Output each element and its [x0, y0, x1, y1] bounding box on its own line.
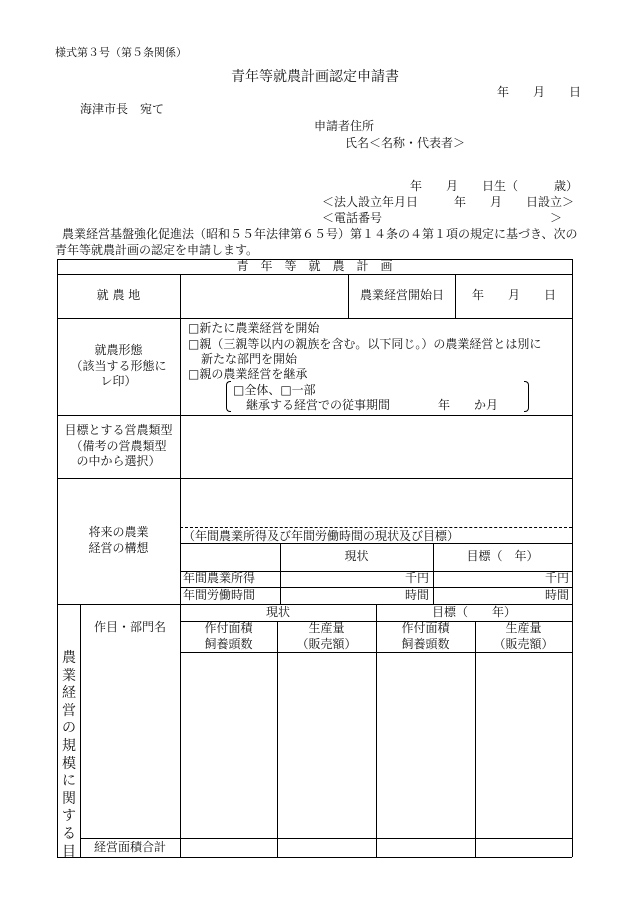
- current-production-label-1: 生産量: [308, 620, 345, 635]
- farming-form-label-cell: [57, 318, 180, 415]
- goal-production-field[interactable]: [476, 653, 572, 838]
- income-goal-header: 目標（ 年）: [466, 549, 539, 564]
- inherit-period: 継承する経営での従事期間 年 か月: [246, 398, 499, 412]
- current-area-field[interactable]: [181, 653, 277, 838]
- income-goal-unit[interactable]: 千円: [544, 571, 569, 586]
- total-area-label: 経営面積合計: [93, 839, 166, 854]
- option-new-start[interactable]: □新たに農業経営を開始: [188, 321, 320, 335]
- bracket-right: [524, 381, 529, 412]
- applicant-address-label: 申請者住所: [314, 119, 375, 133]
- total-current-area-field[interactable]: [181, 839, 277, 857]
- hours-current-unit[interactable]: 時間: [404, 587, 429, 602]
- future-plan-field[interactable]: [181, 479, 572, 527]
- option-new-division-line1[interactable]: □親（三親等以内の親族を含む。以下同じ。）の農業経営とは別に: [188, 337, 542, 351]
- table-header: 青 年 等 就 農 計 画: [236, 258, 393, 273]
- birth-line: 年 月 日生（ 歳）: [410, 179, 579, 193]
- target-type-field[interactable]: [181, 416, 572, 478]
- current-area-header: [180, 621, 277, 652]
- current-production-field[interactable]: [278, 653, 376, 838]
- option-new-division-line2: 新たな部門を開始: [201, 352, 298, 366]
- goal-production-label-1: 生産量: [505, 620, 542, 635]
- target-type-label-2: （備考の営農類型: [70, 438, 167, 453]
- date-line: 年 月 日: [497, 85, 582, 99]
- farm-location-label: 就 農 地: [96, 288, 141, 303]
- option-inherit[interactable]: □親の農業経営を継承: [188, 367, 308, 381]
- current-area-label-1: 作付面積: [204, 620, 253, 635]
- hours-row-label: 年間労働時間: [183, 587, 256, 602]
- farming-form-label: 就農形態: [94, 343, 143, 358]
- applicant-name-label: 氏名＜名称・代表者＞: [345, 136, 466, 150]
- income-current-unit[interactable]: 千円: [404, 571, 429, 586]
- total-goal-area-field[interactable]: [377, 839, 475, 857]
- intro-line-2: 青年等就農計画の認定を申請します。: [55, 243, 259, 257]
- start-date-value[interactable]: 年 月 日: [471, 288, 556, 303]
- goal-area-header: [376, 621, 475, 652]
- current-production-label-2: （販売額）: [296, 636, 357, 651]
- income-row-label: 年間農業所得: [183, 571, 256, 586]
- target-type-label-1: 目標とする営農類型: [64, 423, 173, 438]
- recipient: 海津市長 宛て: [80, 102, 165, 116]
- future-plan-label-cell: [57, 478, 180, 604]
- hours-goal-unit[interactable]: 時間: [544, 587, 569, 602]
- scale-goal-header: 目標（ 年）: [431, 604, 516, 619]
- farming-form-note-1: （該当する形態に: [70, 358, 167, 373]
- scale-side-label: 農 業 経 営 の 規 模 に 関 す る 目: [62, 650, 76, 860]
- future-plan-label-1: 将来の農業: [88, 525, 149, 540]
- phone-line: ＜電話番号 ＞: [322, 211, 563, 225]
- goal-area-label-2: 飼養頭数: [401, 636, 450, 651]
- income-current-header: 現状: [344, 549, 369, 564]
- form-title: 青年等就農計画認定申請書: [231, 69, 399, 85]
- goal-area-label-1: 作付面積: [401, 620, 450, 635]
- target-type-label-3: の中から選択）: [76, 454, 161, 469]
- goal-area-field[interactable]: [377, 653, 475, 838]
- crop-label: 作目・部門名: [93, 620, 166, 635]
- farm-location-field[interactable]: [181, 275, 348, 318]
- farming-form-note-2: レ印）: [100, 374, 137, 389]
- current-production-header: [277, 621, 376, 652]
- intro-line-1: 農業経営基盤強化促進法（昭和５５年法律第６５号）第１４条の４第１項の規定に基づき、次の: [62, 227, 578, 241]
- inherit-scope[interactable]: □全体、□一部: [233, 383, 316, 397]
- scale-current-header: 現状: [265, 604, 290, 619]
- future-plan-label-2: 経営の構想: [88, 541, 149, 555]
- target-type-label-cell: [57, 415, 180, 478]
- current-area-label-2: 飼養頭数: [204, 636, 253, 651]
- corp-line: ＜法人設立年月日 年 月 日設立＞: [322, 195, 575, 209]
- bracket-left: [226, 381, 231, 412]
- total-current-production-field[interactable]: [278, 839, 376, 857]
- start-date-label: 農業経営開始日: [359, 288, 444, 303]
- form-number: 様式第３号（第５条関係）: [55, 46, 187, 59]
- total-goal-production-field[interactable]: [476, 839, 572, 857]
- crop-entry-field[interactable]: [81, 653, 180, 838]
- goal-production-label-2: （販売額）: [493, 636, 554, 651]
- income-caption: （年間農業所得及び年間労働時間の現状及び目標）: [183, 529, 460, 543]
- goal-production-header: [475, 621, 572, 652]
